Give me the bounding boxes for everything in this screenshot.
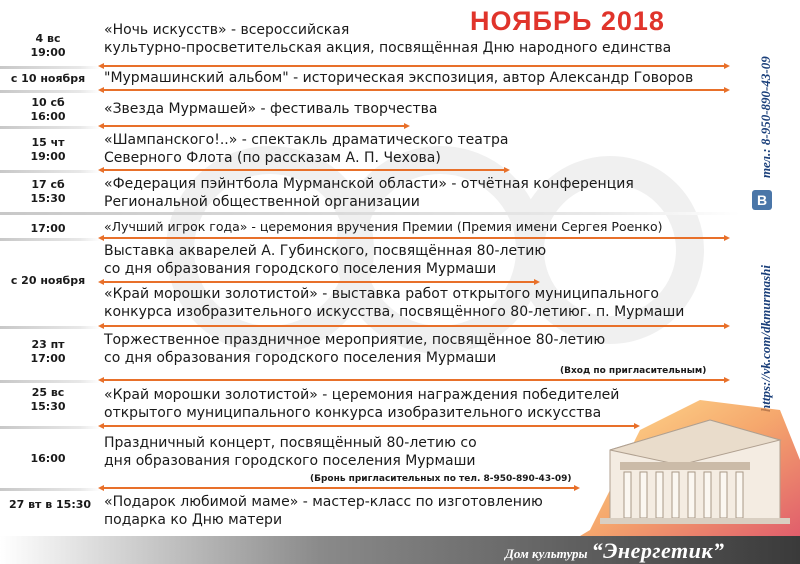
- event-description: «Подарок любимой маме» - мастер-класс по изготовлению подарка ко Дню матери: [104, 494, 543, 528]
- event-divider: [104, 325, 724, 327]
- date-divider: [0, 488, 100, 491]
- event-description: «Лучший игрок года» - церемония вручения Премии (Премия имени Сергея Роенко): [104, 219, 663, 234]
- footer-prefix: Дом культуры: [505, 546, 588, 561]
- event-description: «Звезда Мурмашей» - фестиваль творчества: [104, 101, 438, 117]
- date-divider: [0, 170, 100, 173]
- invitation-note: (Вход по пригласительным): [560, 366, 707, 376]
- event-date: 23 пт 17:00: [30, 338, 66, 365]
- event-divider: [104, 281, 534, 283]
- footer-name: “Энергетик”: [591, 538, 725, 563]
- event-description: Выставка акварелей А. Губинского, посвящённая 80-летию со дня образования городского поселения Мурмаши: [104, 243, 547, 277]
- date-divider: [0, 66, 100, 69]
- event-description: «Край морошки золотистой» - церемония награждения победителей открытого муниципального конкурса изобразительного искусства: [104, 387, 620, 421]
- event-description: Праздничный концерт, посвящённый 80-летию со дня образования городского поселения Мурмаши: [104, 435, 477, 469]
- event-date: 25 вс 15:30: [30, 386, 66, 413]
- vk-icon: В: [752, 190, 772, 210]
- event-time: 17:00: [30, 222, 66, 235]
- event-description: «Шампанского!..» - спектакль драматического театра Северного Флота (по рассказам А. П. Чехова): [104, 132, 509, 166]
- event-divider: [104, 65, 724, 67]
- building-illustration: [580, 390, 800, 536]
- event-divider: [104, 487, 574, 489]
- event-divider: [104, 169, 504, 171]
- date-divider: [0, 426, 100, 429]
- date-divider: [0, 380, 100, 383]
- event-description: «Федерация пэйнтбола Мурманской области» - отчётная конференция Региональной общественной организации: [104, 176, 634, 210]
- footer-title: [505, 538, 724, 564]
- date-divider: [0, 212, 740, 215]
- date-divider: [0, 126, 100, 129]
- page-title: НОЯБРЬ 2018: [470, 6, 665, 36]
- event-date: 17 сб 15:30: [30, 178, 66, 205]
- date-divider: [0, 238, 100, 241]
- date-divider: [0, 326, 100, 329]
- event-date: 27 вт в 15:30: [8, 498, 92, 511]
- event-description: «Ночь искусств» - всероссийская культурно-просветительская акция, посвящённая Дню народного единства: [104, 22, 672, 56]
- event-divider: [104, 125, 404, 127]
- vk-url-link[interactable]: https://vk.com/dkmurmashi: [758, 265, 773, 412]
- event-time: 16:00: [30, 452, 66, 465]
- event-date: 15 чт 19:00: [30, 136, 66, 163]
- event-date: с 20 ноября: [10, 274, 86, 287]
- event-date: 4 вс 19:00: [30, 32, 66, 59]
- event-date: с 10 ноября: [10, 72, 86, 85]
- event-description: Торжественное праздничное мероприятие, посвящённое 80-летию со дня образования городского поселения Мурмаши: [104, 332, 606, 366]
- event-description: "Мурмашинский альбом" - историческая экспозиция, автор Александр Говоров: [104, 70, 694, 86]
- event-divider: [104, 425, 634, 427]
- event-divider: [104, 379, 724, 381]
- event-description: «Край морошки золотистой» - выставка работ открытого муниципального конкурса изобразительного искусства, посвящённого 80-летиюг. п. Мурмаши: [104, 286, 685, 320]
- date-divider: [0, 90, 100, 93]
- event-divider: [104, 237, 724, 239]
- booking-note: (Бронь пригласительных по тел. 8-950-890-43-09): [310, 474, 572, 484]
- event-date: 10 сб 16:00: [30, 96, 66, 123]
- phone-text: тел.: 8-950-890-43-09: [758, 56, 773, 178]
- event-divider: [104, 89, 724, 91]
